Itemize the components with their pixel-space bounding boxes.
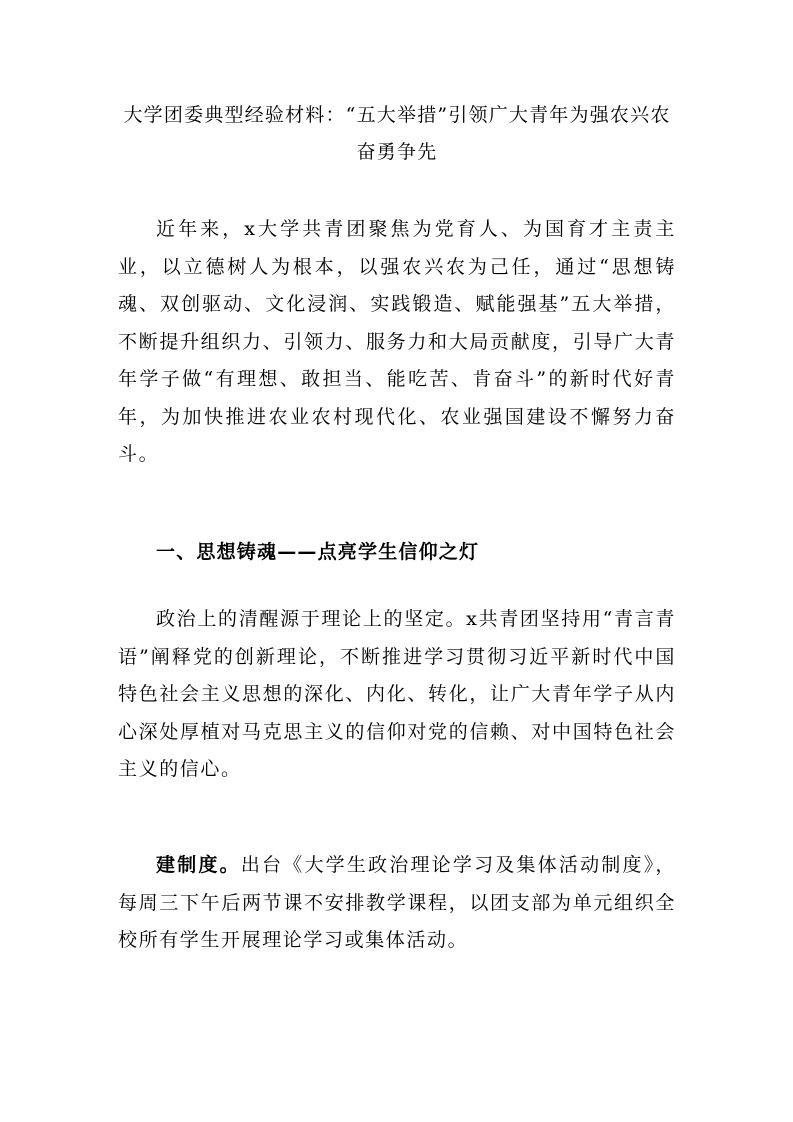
measure-paragraph — [118, 847, 676, 960]
intro-paragraph: 近年来，x大学共青团聚焦为党育人、为国育才主责主业，以立德树人为根本，以强农兴农为己任，通过“思想铸魂、双创驱动、文化浸润、实践锻造、赋能强基”五大举措，不断提升组织力、引领力、服务力和大局贡献度，引导广大青年学子做“有理想、敢担当、能吃苦、肯奋斗”的新时代好青年，为加快推进农业农村现代化、农业强国建设不懈努力奋斗。 — [118, 218, 676, 465]
section-heading: 一、思想铸魂——点亮学生信仰之灯 — [156, 541, 480, 563]
document-title: 大学团委典型经验材料：“五大举措”引领广大青年为强农兴农奋勇争先 — [123, 104, 671, 163]
section-paragraph: 政治上的清醒源于理论上的坚定。x共青团坚持用“青言青语”阐释党的创新理论，不断推进学习贯彻习近平新时代中国特色社会主义思想的深化、内化、转化，让广大青年学子从内心深处厚植对马克思主义的信仰对党的信赖、对中国特色社会主义的信心。 — [118, 608, 676, 780]
measure-text: 出台《大学生政治理论学习及集体活动制度》，每周三下午后两节课不安排教学课程，以团支部为单元组织全校所有学生开展理论学习或集体活动。 — [118, 854, 676, 951]
measure-lead: 建制度。 — [156, 854, 241, 876]
